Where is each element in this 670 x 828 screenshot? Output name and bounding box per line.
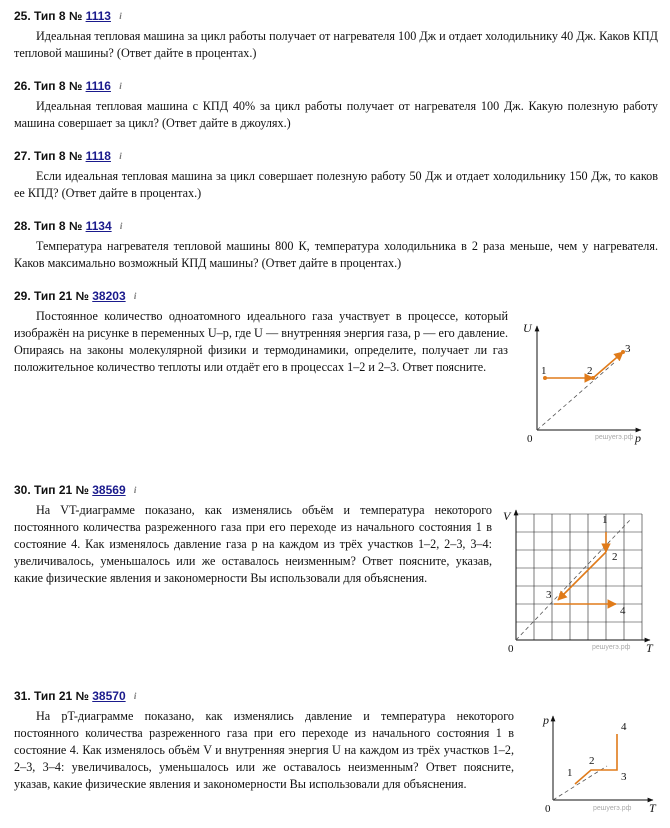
- task-26: [14, 78, 658, 132]
- point-1-label: 1: [567, 767, 573, 779]
- x-axis-label: p: [635, 431, 641, 445]
- x-axis-label: T: [649, 801, 656, 815]
- info-icon[interactable]: i: [119, 151, 122, 161]
- info-icon[interactable]: i: [119, 81, 122, 91]
- dashed-line: [537, 362, 615, 430]
- figure-v-t-diagram: [500, 506, 656, 656]
- watermark: решуегэ.рф: [592, 644, 631, 651]
- origin-label: 0: [527, 433, 533, 445]
- task-id-link[interactable]: 38569: [92, 483, 126, 497]
- task-id-link[interactable]: 38203: [92, 289, 126, 303]
- task-header: [14, 688, 658, 704]
- task-number: 30. Тип 21 №: [14, 483, 93, 497]
- point-3-label: 3: [625, 343, 631, 355]
- task-number: 26. Тип 8 №: [14, 79, 86, 93]
- point-1-label: 1: [602, 514, 608, 526]
- task-id-link[interactable]: 1116: [85, 79, 111, 93]
- x-axis-label: T: [646, 641, 653, 655]
- task-number: 25. Тип 8 №: [14, 9, 86, 23]
- point-1-label: 1: [541, 365, 547, 377]
- task-id-link[interactable]: 1113: [85, 9, 111, 23]
- task-header: [14, 288, 658, 304]
- watermark: решуегэ.рф: [593, 805, 632, 812]
- task-header: [14, 482, 658, 498]
- point-4-label: 4: [621, 721, 627, 733]
- point-2-label: 2: [612, 551, 618, 563]
- task-text: Если идеальная тепловая машина за цикл совершает полезную работу 50 Дж и отдает холодильнику 150 Дж, то каков ее КПД? (Ответ дайте в процентах.): [14, 169, 658, 200]
- process-path: [575, 734, 617, 784]
- origin-label: 0: [508, 643, 514, 655]
- task-number: 28. Тип 8 №: [14, 219, 86, 233]
- task-text: На VT-диаграмме показано, как изменялись объём и температура некоторого постоянного количества разреженного газа при его переходе из начального состояния 1 в состояние 4. Как изменялось давление газа p на каждом из трёх участков 1–2, 2–3, 3–4: увеличивалось, уменьшалось или же оставалось неизменным? Ответ поясните, указав, какие физические явления и закономерности Вы использовали для объяснения.: [14, 503, 492, 585]
- y-axis-label: U: [523, 321, 532, 335]
- task-header: [14, 8, 658, 24]
- process-2-3: [558, 552, 606, 600]
- figure-p-t-diagram: [535, 712, 657, 816]
- point-4-label: 4: [620, 605, 626, 617]
- task-header: [14, 78, 658, 94]
- task-25: [14, 8, 658, 62]
- task-header: [14, 148, 658, 164]
- task-number: 27. Тип 8 №: [14, 149, 86, 163]
- point-2-label: 2: [587, 365, 593, 377]
- task-text: Постоянное количество одноатомного идеального газа участвует в процессе, который изображён на рисунке в переменных U–p, где U — внутренняя энергия газа, p — его давление. Опираясь на законы молекулярной физики и термодинамики, определите, получает ли газ положительное количество теплоты или отдаёт его в процессах 1–2 и 2–3. Ответ поясните.: [14, 309, 508, 374]
- task-id-link[interactable]: 1118: [85, 149, 111, 163]
- info-icon[interactable]: i: [133, 485, 137, 495]
- info-icon[interactable]: i: [133, 691, 137, 701]
- task-text: Идеальная тепловая машина за цикл работы получает от нагревателя 100 Дж и отдает холодильнику 40 Дж. Каков КПД тепловой машины? (Ответ дайте в процентах.): [14, 29, 658, 60]
- task-number: 31. Тип 21 №: [14, 689, 93, 703]
- process-2-3: [593, 352, 623, 378]
- point-3-label: 3: [546, 589, 552, 601]
- point-2-label: 2: [589, 755, 595, 767]
- dashed-line: [553, 766, 607, 800]
- y-axis-label: V: [503, 509, 511, 523]
- figure-u-p-diagram: [515, 318, 655, 446]
- task-text: Температура нагревателя тепловой машины 800 К, температура холодильника в 2 раза меньше, чем у нагревателя. Каков максимально возможный КПД машины? (Ответ дайте в процентах.): [14, 239, 658, 270]
- y-axis-label: p: [543, 713, 549, 727]
- task-header: [14, 218, 658, 234]
- info-icon[interactable]: i: [119, 221, 123, 231]
- task-number: 29. Тип 21 №: [14, 289, 93, 303]
- task-28: [14, 218, 658, 272]
- watermark: решуегэ.рф: [595, 434, 634, 441]
- task-27: [14, 148, 658, 202]
- origin-label: 0: [545, 803, 551, 815]
- task-id-link[interactable]: 1134: [85, 219, 112, 233]
- task-id-link[interactable]: 38570: [92, 689, 126, 703]
- point-3-label: 3: [621, 771, 627, 783]
- info-icon[interactable]: i: [119, 11, 122, 21]
- info-icon[interactable]: i: [133, 291, 137, 301]
- grid: [516, 514, 642, 640]
- task-text: Идеальная тепловая машина с КПД 40% за цикл работы получает от нагревателя 100 Дж. Какую полезную работу машина совершает за цикл? (Ответ дайте в джоулях.): [14, 99, 658, 130]
- task-text: На pT-диаграмме показано, как изменялись давление и температура некоторого постоянного количества разреженного газа при его переходе из начального состояния 1 в состояние 4. Как изменялось объём V и внутренняя энергия U на каждом из трёх участков 1–2, 2–3, 3–4: увеличивалось, уменьшалось или же оставалось неизменным? Ответ поясните, указав, какие физические явления и закономерности Вы использовали для объяснения.: [14, 709, 514, 791]
